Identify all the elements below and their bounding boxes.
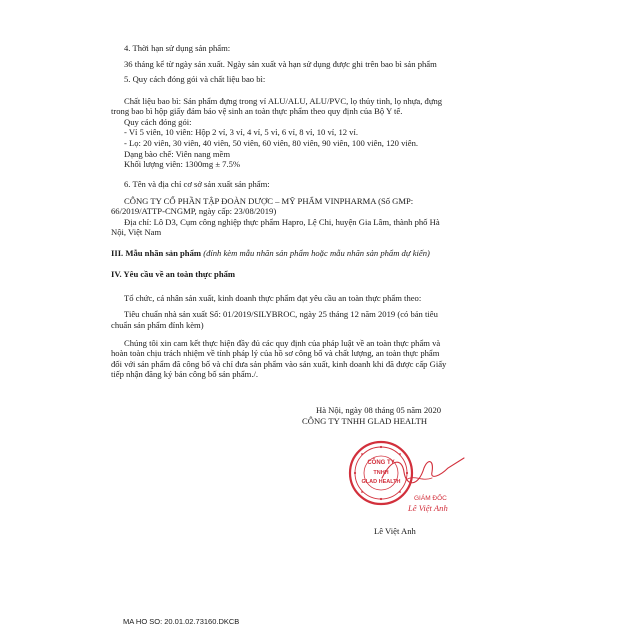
sec4-heading: 4. Thời hạn sử dụng sản phẩm: xyxy=(124,43,231,53)
sec3-title: III. Mẫu nhãn sản phẩm xyxy=(111,248,202,258)
sec-iv-p1: Tổ chức, cá nhân sản xuất, kinh doanh thực phẩm đạt yêu cầu an toàn thực phẩm theo: xyxy=(124,293,422,303)
sec-iv-title: IV. Yêu cầu về an toàn thực phẩm xyxy=(111,269,236,279)
signature-scribble-icon xyxy=(362,450,472,500)
sec6-address-line1: Địa chỉ: Lô D3, Cụm công nghiệp thực phẩm Hapro, Lệ Chi, huyện Gia Lâm, thành phố Hà xyxy=(124,217,440,227)
seal-text-3: GLAD HEALTH xyxy=(361,479,401,485)
sec5-packing-label: Quy cách đóng gói: xyxy=(124,117,192,127)
sec-iv-p3-line3: đối với sản phẩm đã công bố và chỉ đưa sản phẩm vào sản xuất, kinh doanh khi đã được cấp Giấy xyxy=(111,359,447,369)
signature-date: Hà Nội, ngày 08 tháng 05 năm 2020 xyxy=(316,405,442,415)
sec6-heading: 6. Tên và địa chỉ cơ sở sản xuất sản phẩm: xyxy=(124,179,270,189)
sec5-material-line1: Chất liệu bao bì: Sản phẩm đựng trong vỉ ALU/ALU, ALU/PVC, lọ thủy tinh, lọ nhựa, đựng xyxy=(124,96,443,106)
dossier-code: MA HO SO: 20.01.02.73160.DKCB xyxy=(123,617,240,626)
sec6-address-line2: Nội, Việt Nam xyxy=(111,227,162,237)
signature-handwritten: Lê Việt Anh xyxy=(408,503,448,513)
sec5-weight: Khối lượng viên: 1300mg ± 7.5% xyxy=(124,159,241,169)
sec3-heading xyxy=(111,248,430,258)
signature-company: CÔNG TY TNHH GLAD HEALTH xyxy=(302,416,428,426)
signer-title: GIÁM ĐỐC xyxy=(414,495,447,502)
sec5-packing-1: - Vỉ 5 viên, 10 viên: Hộp 2 vỉ, 3 vỉ, 4 vỉ, 5 vỉ, 6 vỉ, 8 vỉ, 10 vỉ, 12 vỉ. xyxy=(124,127,359,137)
sec5-packing-2: - Lọ: 20 viên, 30 viên, 40 viên, 50 viên, 60 viên, 80 viên, 90 viên, 100 viên, 120 viên. xyxy=(124,138,419,148)
seal-text-2: TNHH xyxy=(373,470,389,476)
signer-name: Lê Việt Anh xyxy=(374,526,416,536)
sec-iv-p3-line1: Chúng tôi xin cam kết thực hiện đầy đủ các quy định của pháp luật về an toàn thực phẩm và xyxy=(124,338,441,348)
sec-iv-p2-line1: Tiêu chuẩn nhà sản xuất Số: 01/2019/SILYBROC, ngày 25 tháng 12 năm 2019 (có bản tiêu xyxy=(124,309,438,319)
seal-text-1: CÔNG TY xyxy=(367,460,395,466)
sec5-heading: 5. Quy cách đóng gói và chất liệu bao bì: xyxy=(124,74,266,84)
sec6-company-line2: 66/2019/ATTP-CNGMP, ngày cấp: 23/08/2019) xyxy=(111,206,277,216)
sec5-form: Dạng bào chế: Viên nang mềm xyxy=(124,149,230,159)
sec3-note: (đính kèm mẫu nhãn sản phẩm hoặc mẫu nhãn sản phẩm dự kiến) xyxy=(203,248,430,258)
sec6-company-line1: CÔNG TY CỔ PHẦN TẬP ĐOÀN DƯỢC – MỸ PHẨM VINPHARMA (Số GMP: xyxy=(124,196,414,206)
sec-iv-p3-line4: tiếp nhận đăng ký bản công bố sản phẩm./. xyxy=(111,369,259,379)
sec5-material-line2: trong bao bì hộp giấy đảm bảo vệ sinh an toàn thực phẩm theo quy định của Bộ Y tế. xyxy=(111,106,403,116)
sec4-text: 36 tháng kể từ ngày sản xuất. Ngày sản xuất và hạn sử dụng được ghi trên bao bì sản phẩm xyxy=(124,59,437,69)
sec-iv-p3-line2: hoàn toàn chịu trách nhiệm về tính pháp lý của hồ sơ công bố và chất lượng, an toàn thực phẩm xyxy=(111,348,440,358)
sec-iv-p2-line2: chuẩn sản phẩm đính kèm) xyxy=(111,320,204,330)
